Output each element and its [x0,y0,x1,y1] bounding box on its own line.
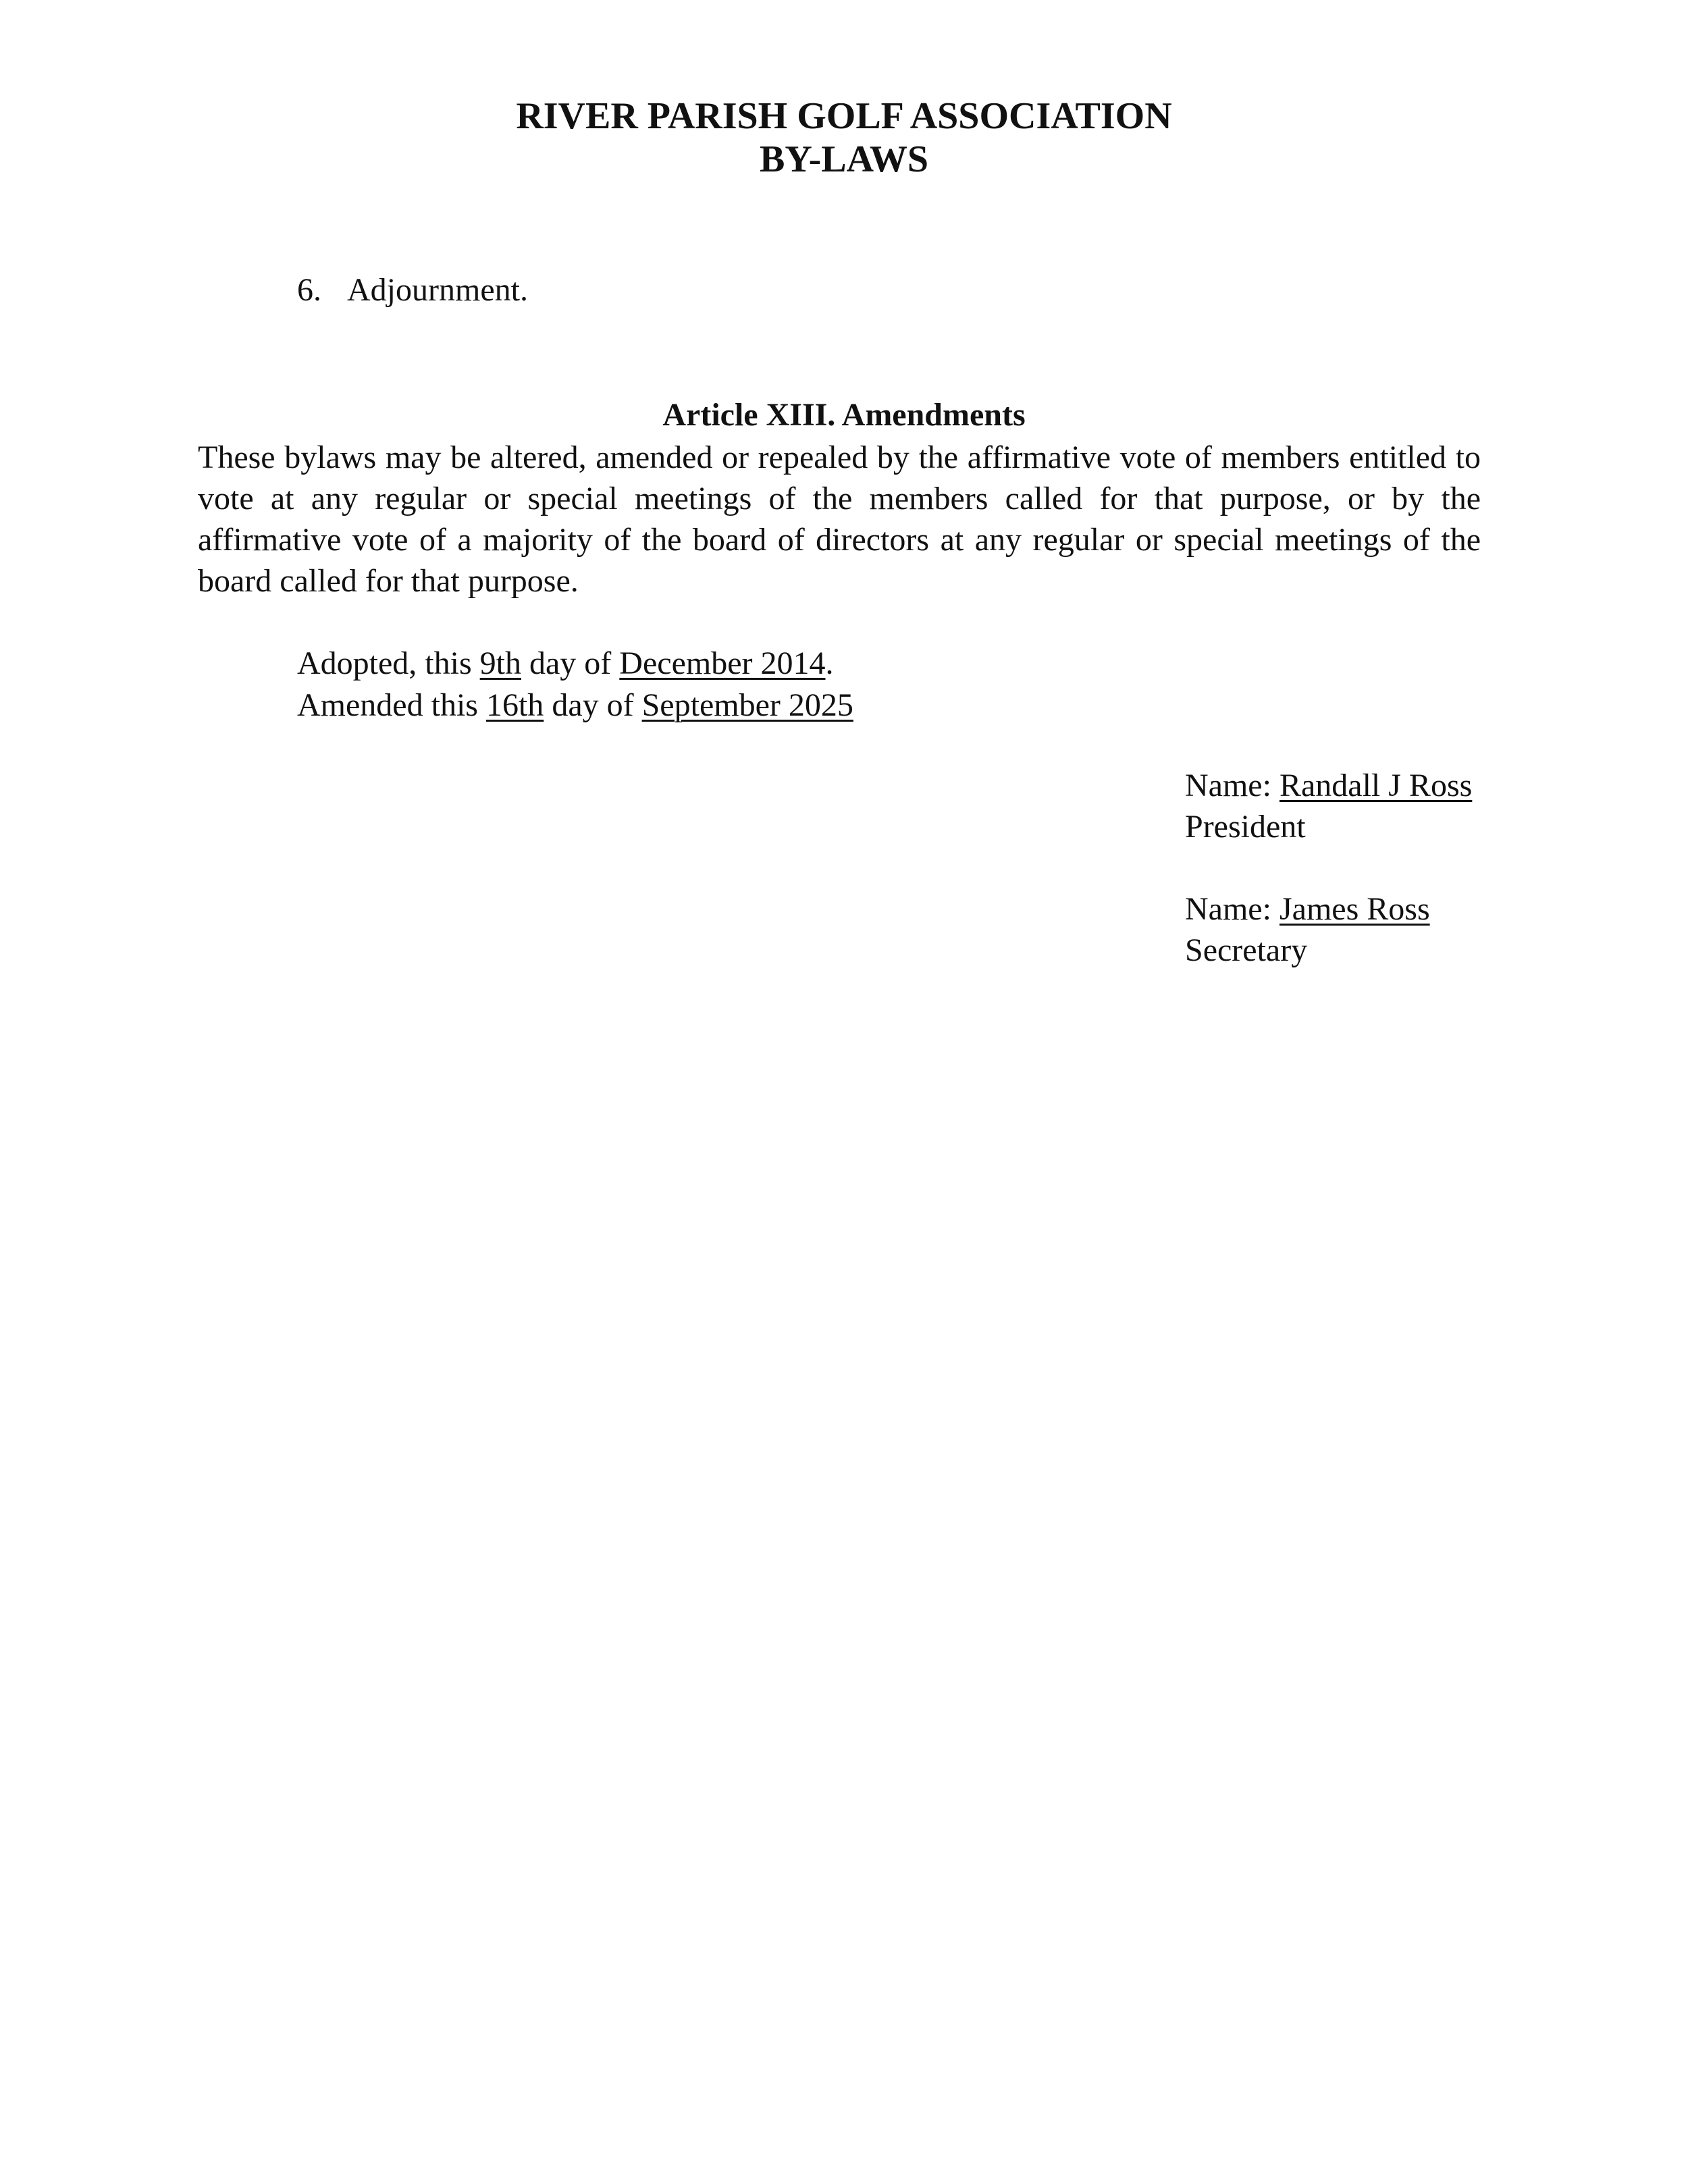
adoption-dates [297,643,853,726]
adopted-prefix: Adopted, this [297,645,480,681]
article-body: These bylaws may be altered, amended or repealed by the affirmative vote of members entitled to vote at any regular or special meetings of the members called for that purpose, or by the affirmative vote of a majority of the board of directors at any regular or special meetings of the board called for that purpose. [198,440,1481,599]
secretary-name: James Ross [1279,891,1430,927]
president-name: Randall J Ross [1279,768,1473,803]
association-title: RIVER PARISH GOLF ASSOCIATION [516,95,1172,137]
amended-day: 16th [485,687,544,723]
adopted-mid: day of [521,645,620,681]
amended-mid: day of [544,687,642,723]
list-item-number: 6. [297,272,321,308]
amended-date: September 2025 [641,687,853,723]
secretary-name-label: Name: [1185,891,1280,927]
article-heading: Article XIII. Amendments [662,397,1026,433]
adopted-line [297,643,853,685]
adopted-day: 9th [479,645,521,681]
document-header [0,95,1688,181]
adopted-suffix: . [825,645,834,681]
list-item-text: Adjournment. [347,272,528,308]
amended-line [297,685,853,726]
secretary-title: Secretary [1185,932,1308,968]
document-subtitle: BY-LAWS [759,138,929,180]
secretary-name-line [1185,888,1430,930]
president-name-line [1185,765,1472,806]
adopted-date: December 2014 [619,645,826,681]
amended-prefix: Amended this [297,687,486,723]
president-signature-block [1185,765,1472,847]
list-item-adjournment [297,270,528,311]
president-title: President [1185,809,1306,845]
secretary-signature-block [1185,888,1430,971]
president-name-label: Name: [1185,768,1280,803]
